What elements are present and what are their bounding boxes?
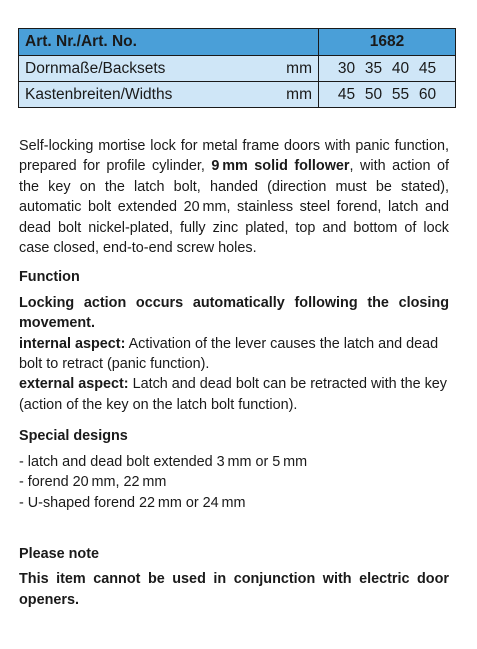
product-description — [19, 136, 449, 610]
external-aspect-label: external aspect: — [19, 376, 129, 393]
widths-values — [319, 82, 456, 108]
external-aspect — [19, 374, 449, 415]
internal-aspect — [19, 334, 449, 375]
function-bold-text: Locking action occurs automatically following the closing movement. — [19, 294, 449, 332]
table-row-widths — [19, 82, 456, 108]
backsets-unit: mm — [275, 56, 319, 82]
backset-value: 35 — [364, 59, 383, 77]
width-value: 60 — [418, 85, 437, 103]
backsets-values — [319, 56, 456, 82]
backset-value: 40 — [391, 59, 410, 77]
special-designs-heading: Special designs — [19, 428, 128, 445]
table-header-row — [19, 29, 456, 56]
note-heading: Please note — [19, 545, 99, 562]
external-aspect-text: Latch and dead bolt can be retracted with the key (action of the key on the latch bolt function). — [19, 376, 447, 413]
description-text-2: , with action of the key on the latch bolt, handed (direction must be stated), automatic bolt extended 20 mm, stainless steel forend, latch and dead bolt nickel-plated, fully zinc plated, top and bottom of lock case closed, end-to-end screw holes. — [19, 158, 449, 257]
internal-aspect-text: Activation of the lever causes the latch and dead bolt to retract (panic function). — [19, 335, 439, 373]
list-item: - U-shaped forend 22 mm or 24 mm — [19, 494, 246, 511]
article-number-label: Art. Nr./Art. No. — [19, 29, 319, 56]
backset-value: 30 — [337, 59, 356, 77]
backset-value: 45 — [418, 59, 437, 77]
table-row-backsets — [19, 56, 456, 82]
widths-unit: mm — [275, 82, 319, 108]
list-item: - forend 20 mm, 22 mm — [19, 474, 167, 491]
width-value: 50 — [364, 85, 383, 103]
internal-aspect-label: internal aspect: — [19, 335, 126, 352]
widths-label: Kastenbreiten/Widths — [19, 82, 276, 108]
note-text: This item cannot be used in conjunction with electric door openers. — [19, 571, 449, 608]
width-value: 55 — [391, 85, 410, 103]
list-item: - latch and dead bolt extended 3 mm or 5 mm — [19, 453, 308, 470]
description-bold: 9 mm solid follower — [211, 158, 350, 175]
function-heading: Function — [19, 269, 80, 286]
article-number-value: 1682 — [319, 29, 456, 56]
description-paragraph — [19, 136, 449, 258]
backsets-label: Dornmaße/Backsets — [19, 56, 276, 82]
spec-table — [18, 28, 456, 108]
width-value: 45 — [337, 85, 356, 103]
description-text-1: Self-locking mortise lock for metal frame doors with panic function, prepared for profile cylinder, — [19, 138, 449, 175]
